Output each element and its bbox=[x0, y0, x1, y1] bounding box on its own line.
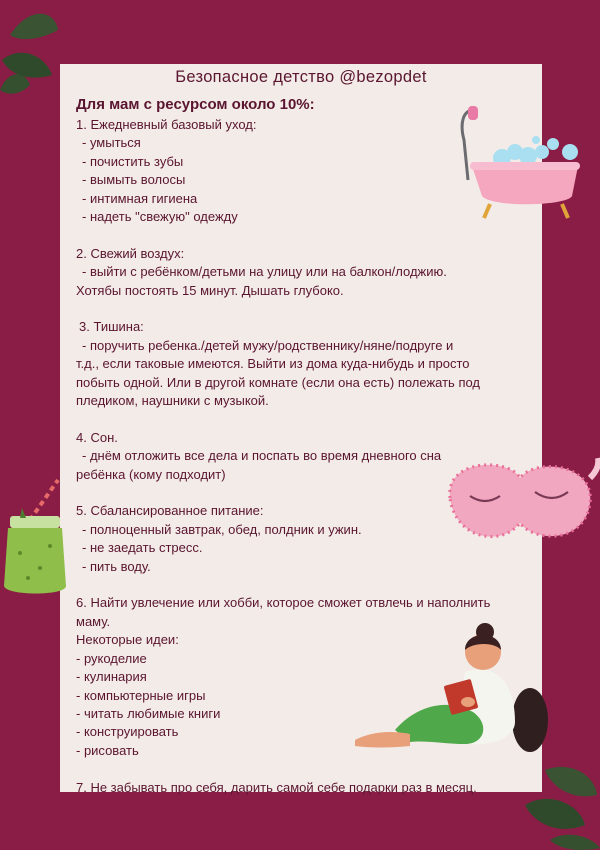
ideas-label: Некоторые идеи: bbox=[76, 632, 179, 648]
section-3-line: пледиком, наушники с музыкой. bbox=[76, 393, 269, 409]
section-4-line: ребёнка (кому подходит) bbox=[76, 466, 226, 482]
section-2-title: 2. Свежий воздух: bbox=[76, 245, 185, 261]
section-4-line: - днём отложить все дела и поспать во время дневного сна bbox=[82, 448, 442, 464]
list-item: - не заедать стресс. bbox=[82, 540, 203, 556]
section-2-line: Хотябы постоять 15 минут. Дышать глубоко. bbox=[76, 282, 344, 298]
section-3-line: т.д., если таковые имеются. Выйти из дома куда-нибудь и просто bbox=[76, 356, 470, 372]
smoothie-jar-icon bbox=[0, 478, 80, 603]
section-7-title: 7. Не забывать про себя, дарить самой себе подарки раз в месяц. bbox=[76, 779, 477, 795]
section-6-title: 6. Найти увлечение или хобби, которое сможет отвлечь и наполнить bbox=[76, 595, 491, 611]
list-item: - пить воду. bbox=[82, 558, 151, 574]
list-item: - почистить зубы bbox=[82, 153, 184, 169]
section-3-line: побыть одной. Или в другой комнате (если она есть) полежать под bbox=[76, 374, 481, 390]
list-item: - интимная гигиена bbox=[82, 190, 198, 206]
list-item: - полноценный завтрак, обед, полдник и ужин. bbox=[82, 521, 362, 537]
list-item: - вымыть волосы bbox=[82, 172, 186, 188]
page-title: Безопасное детство @bezopdet bbox=[175, 68, 427, 86]
section-3-title: 3. Тишина: bbox=[79, 319, 144, 335]
section-6-title: маму. bbox=[76, 613, 111, 629]
list-item: - кулинария bbox=[76, 669, 147, 685]
section-4-title: 4. Сон. bbox=[76, 429, 118, 445]
list-item: - рисовать bbox=[76, 742, 139, 758]
list-item: - надеть "свежую" одежду bbox=[82, 209, 238, 225]
sleep-mask-icon bbox=[440, 448, 600, 558]
subtitle: Для мам с ресурсом около 10%: bbox=[76, 96, 315, 113]
bathtub-icon bbox=[452, 100, 592, 230]
list-item: - умыться bbox=[82, 135, 141, 151]
section-5-title: 5. Сбалансированное питание: bbox=[76, 503, 264, 519]
list-item: - читать любимые книги bbox=[76, 705, 221, 721]
list-item: - рукоделие bbox=[76, 650, 147, 666]
list-item: - компьютерные игры bbox=[76, 687, 206, 703]
section-1-title: 1. Ежедневный базовый уход: bbox=[76, 117, 257, 132]
section-3-line: - поручить ребенка./детей мужу/родственнику/няне/подруге и bbox=[82, 337, 454, 353]
reading-woman-icon bbox=[355, 612, 555, 762]
list-item: - конструировать bbox=[76, 724, 179, 740]
section-2-line: - выйти с ребёнком/детьми на улицу или на балкон/лоджию. bbox=[82, 264, 447, 280]
